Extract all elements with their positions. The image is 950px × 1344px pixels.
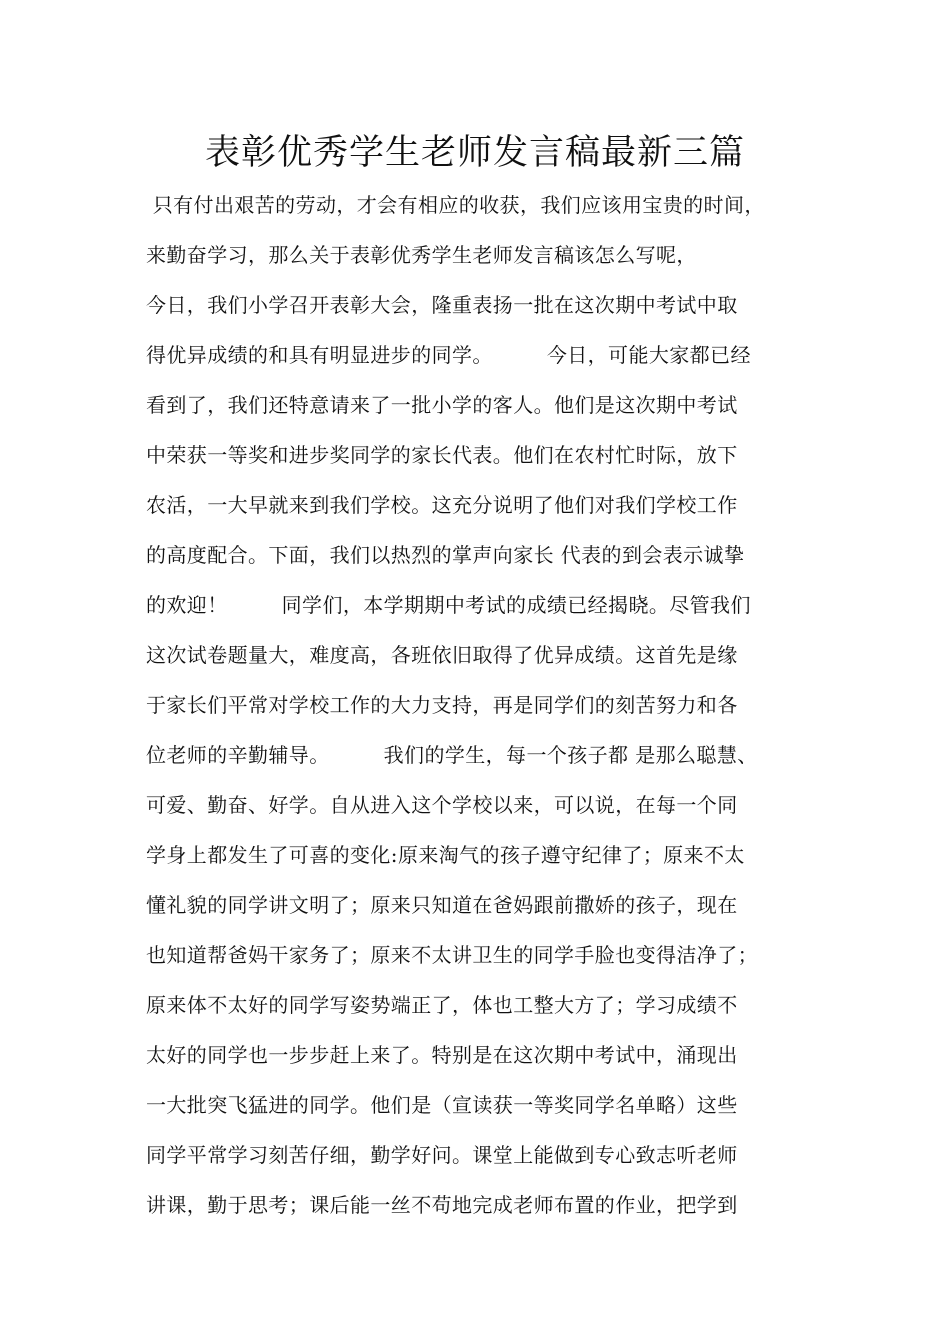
body-line: 懂礼貌的同学讲文明了；原来只知道在爸妈跟前撒娇的孩子，现在	[146, 893, 738, 917]
body-line: 的欢迎！ 同学们，本学期期中考试的成绩已经揭晓。尽管我们	[146, 593, 751, 617]
body-line: 同学平常学习刻苦仔细，勤学好问。课堂上能做到专心致志听老师	[146, 1143, 738, 1167]
body-line: 得优异成绩的和具有明显进步的同学。 今日，可能大家都已经	[146, 343, 751, 367]
body-line: 于家长们平常对学校工作的大力支持，再是同学们的刻苦努力和各	[146, 693, 738, 717]
body-line: 看到了，我们还特意请来了一批小学的客人。他们是这次期中考试	[146, 393, 738, 417]
body-line: 来勤奋学习，那么关于表彰优秀学生老师发言稿该怎么写呢，	[146, 243, 697, 267]
body-line: 一大批突飞猛进的同学。他们是（宣读获一等奖同学名单略）这些	[146, 1093, 738, 1117]
body-line: 农活，一大早就来到我们学校。这充分说明了他们对我们学校工作	[146, 493, 738, 517]
body-line: 可爱、勤奋、好学。自从进入这个学校以来，可以说，在每一个同	[146, 793, 738, 817]
body-line: 也知道帮爸妈干家务了；原来不太讲卫生的同学手脸也变得洁净了；	[146, 943, 758, 967]
body-line: 学身上都发生了可喜的变化:原来淘气的孩子遵守纪律了；原来不太	[146, 843, 745, 867]
body-line: 这次试卷题量大，难度高，各班依旧取得了优异成绩。这首先是缘	[146, 643, 738, 667]
body-line: 原来体不太好的同学写姿势端正了，体也工整大方了；学习成绩不	[146, 993, 738, 1017]
body-line: 只有付出艰苦的劳动，才会有相应的收获，我们应该用宝贵的时间，	[146, 193, 765, 217]
body-line: 位老师的辛勤辅导。 我们的学生，每一个孩子都 是那么聪慧、	[146, 743, 758, 767]
body-line: 太好的同学也一步步赶上来了。特别是在这次期中考试中，涌现出	[146, 1043, 738, 1067]
body-line: 今日，我们小学召开表彰大会，隆重表扬一批在这次期中考试中取	[146, 293, 738, 317]
body-line: 中荣获一等奖和进步奖同学的家长代表。他们在农村忙时际，放下	[146, 443, 738, 467]
document-body	[146, 180, 836, 1230]
body-line: 讲课，勤于思考；课后能一丝不苟地完成老师布置的作业，把学到	[146, 1193, 738, 1217]
document-title: 表彰优秀学生老师发言稿最新三篇	[204, 133, 745, 173]
body-line: 的高度配合。下面，我们以热烈的掌声向家长 代表的到会表示诚挚	[146, 543, 745, 567]
